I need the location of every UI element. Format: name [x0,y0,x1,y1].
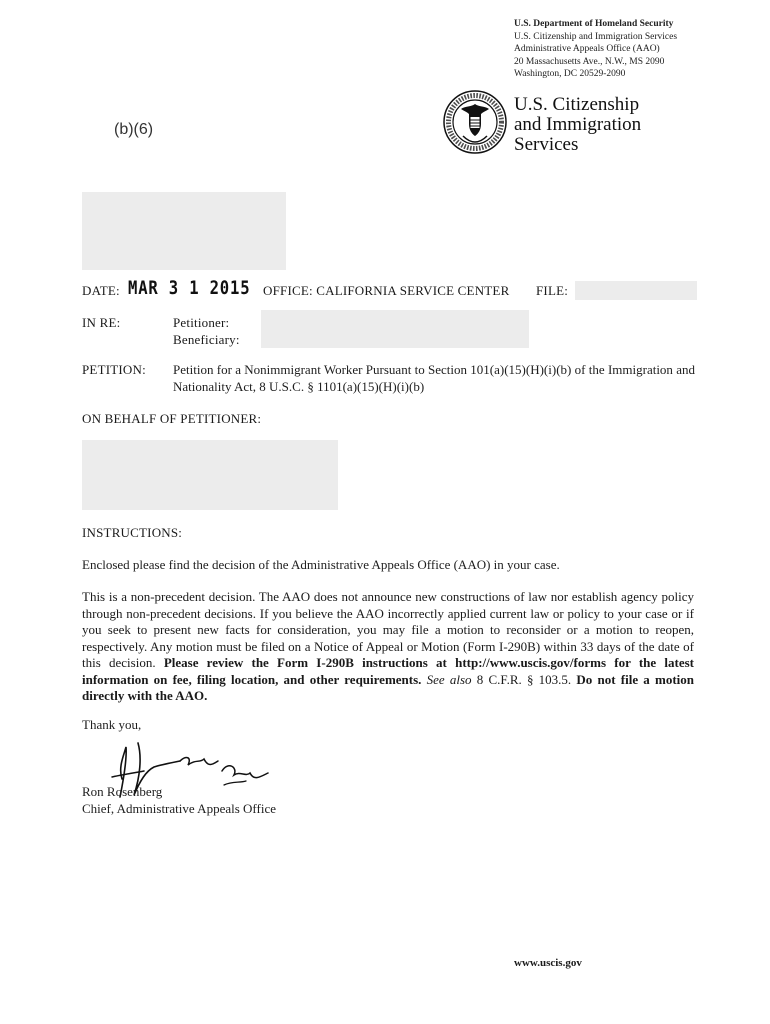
instructions-heading: INSTRUCTIONS: [82,525,183,540]
redacted-file-number [575,281,697,300]
in-re-label: IN RE: [82,315,121,330]
uscis-brand-name [514,95,641,155]
redacted-representative-block [82,440,338,510]
footer-website: www.uscis.gov [514,957,582,969]
petition-description: Petition for a Nonimmigrant Worker Pursuant to Section 101(a)(15)(H)(i)(b) of the Immigration and Nationality Act, 8 U.S.C. § 1101(a)(15)(H)(i)(b) [173,362,695,394]
date-stamp: MAR 3 1 2015 [128,277,251,299]
closing-text: Thank you, [82,717,142,732]
form-review-instructions: Please review the Form I-290B instructions at http://www.uscis.gov/forms for the latest information on fee, filing location, and other requirements. [82,655,694,687]
redaction-code: (b)(6) [114,121,154,138]
file-label: FILE: [536,283,569,298]
brand-line-1: U.S. Citizenship [514,94,640,115]
beneficiary-label: Beneficiary: [173,332,240,347]
address-line-1: 20 Massachusetts Ave., N.W., MS 2090 [514,56,665,67]
department-name: U.S. Department of Homeland Security [514,19,674,29]
instructions-body: This is a non-precedent decision. The AAO does not announce new constructions of law nor establish agency policy through non-precedent decisions. If you believe the AAO incorrectly applied current law or policy to your case or if you seek to present new facts for consideration, you may file a motion to reconsider or a motion to reopen, respectively. Any motion must be filed on a Notice of Appeal or Motion (Form I-290B) within 33 days of the date of this decision. [82,589,694,670]
redacted-party-names [261,310,529,348]
redacted-address-block [82,192,286,270]
service-name: U.S. Citizenship and Immigration Services [514,31,678,42]
on-behalf-label: ON BEHALF OF PETITIONER: [82,411,262,426]
dhs-seal-logo [443,90,507,154]
date-label: DATE: [82,283,120,298]
agency-address-block [514,18,677,81]
signer-title: Chief, Administrative Appeals Office [82,801,276,816]
petitioner-label: Petitioner: [173,315,230,330]
office-label: OFFICE: CALIFORNIA SERVICE CENTER [263,283,510,298]
regulation-citation: 8 C.F.R. § 103.5. [476,671,572,687]
address-line-2: Washington, DC 20529-2090 [514,69,626,79]
signer-name: Ron Rosenberg [82,784,163,799]
petition-label: PETITION: [82,362,146,377]
see-also-label: See also [426,671,472,687]
no-direct-motion-warning: Do not file a motion directly with the AAO. [82,671,695,703]
office-name: Administrative Appeals Office (AAO) [514,44,660,54]
instructions-paragraph [82,589,694,705]
intro-paragraph: Enclosed please find the decision of the Administrative Appeals Office (AAO) in your case. [82,557,560,572]
brand-line-3: Services [514,134,579,155]
brand-line-2: and Immigration [514,114,642,135]
